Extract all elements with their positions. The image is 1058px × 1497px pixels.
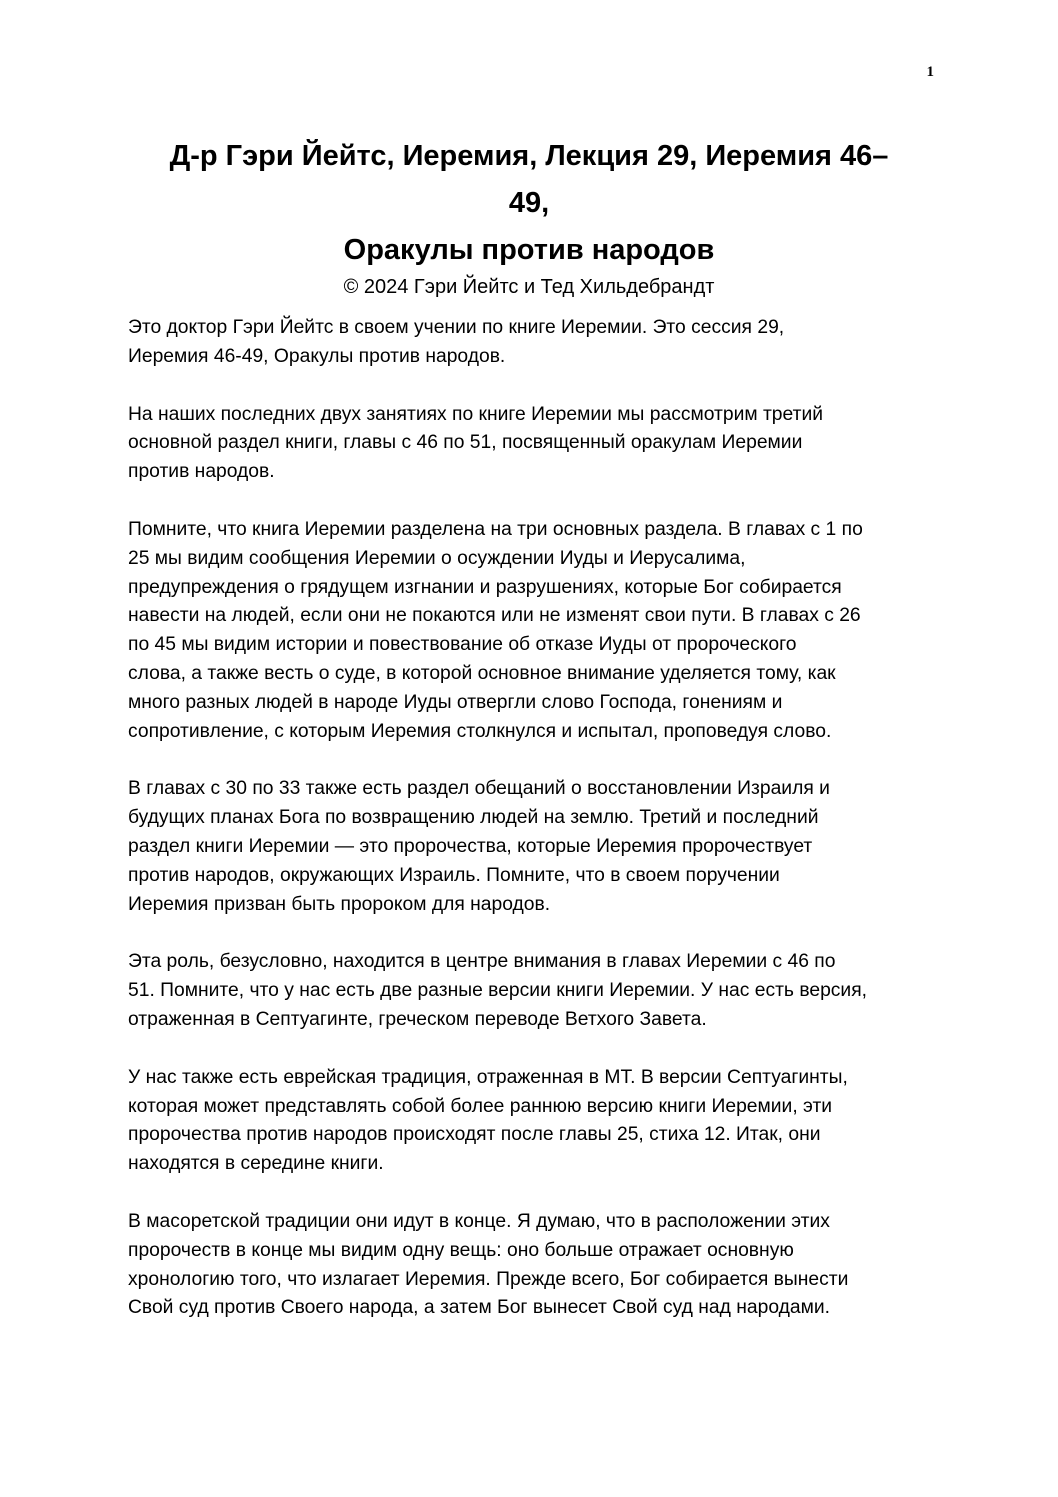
paragraph-line: В главах с 30 по 33 также есть раздел обещаний о восстановлении Израиля и <box>128 778 830 800</box>
paragraph-line: пророчеств в конце мы видим одну вещь: оно больше отражает основную <box>128 1239 794 1261</box>
title-block <box>100 133 958 300</box>
document-title-line-1: Д-р Гэри Йейтс, Иеремия, Лекция 29, Иеремия 46– <box>169 140 889 172</box>
paragraph-line: Эта роль, безусловно, находится в центре внимания в главах Иеремии с 46 по <box>128 951 836 973</box>
paragraph-line: Свой суд против Своего народа, а затем Бог вынесет Свой суд над народами. <box>128 1297 830 1319</box>
paragraph-line: будущих планах Бога по возвращению людей на землю. Третий и последний <box>128 807 819 829</box>
document-title-line-2: 49, <box>508 187 550 219</box>
paragraph-line: На наших последних двух занятиях по книге Иеремии мы рассмотрим третий <box>128 403 823 425</box>
paragraph-line: много разных людей в народе Иуды отвергли слово Господа, гонениям и <box>128 691 783 713</box>
paragraph <box>128 948 948 1034</box>
paragraph <box>128 775 948 919</box>
paragraph-line: предупреждения о грядущем изгнании и разрушениях, которые Бог собирается <box>128 576 842 598</box>
paragraph-line: находятся в середине книги. <box>128 1153 384 1175</box>
paragraph <box>128 1208 948 1323</box>
paragraph-line: навести на людей, если они не покаются или не изменят свои пути. В главах с 26 <box>128 605 861 627</box>
paragraph <box>128 516 948 746</box>
paragraph-line: основной раздел книги, главы с 46 по 51, посвященный оракулам Иеремии <box>128 432 803 454</box>
paragraph-line: отраженная в Септуагинте, греческом переводе Ветхого Завета. <box>128 1008 707 1030</box>
paragraph-line: 51. Помните, что у нас есть две разные версии книги Иеремии. У нас есть версия, <box>128 980 868 1002</box>
paragraph-line: У нас также есть еврейская традиция, отраженная в МТ. В версии Септуагинты, <box>128 1066 848 1088</box>
paragraph-line: Помните, что книга Иеремии разделена на три основных раздела. В главах с 1 по <box>128 518 863 540</box>
paragraph-line: Это доктор Гэри Йейтс в своем учении по книге Иеремии. Это сессия 29, <box>128 317 785 338</box>
paragraph-line: 25 мы видим сообщения Иеремии о осуждении Иуды и Иерусалима, <box>128 547 746 569</box>
paragraph-line: Иеремия призван быть пророком для народов. <box>128 893 551 915</box>
paragraph <box>128 401 948 487</box>
paragraph-line: хронологию того, что излагает Иеремия. Прежде всего, Бог собирается вынести <box>128 1268 849 1290</box>
paragraph-line: против народов. <box>128 461 275 483</box>
body-text <box>128 314 948 1352</box>
paragraph-line: по 45 мы видим истории и повествование об отказе Иуды от пророческого <box>128 634 797 656</box>
paragraph <box>128 1064 948 1179</box>
page-number: 1 <box>926 64 934 80</box>
paragraph-line: сопротивление, с которым Иеремия столкнулся и испытал, проповедуя слово. <box>128 720 832 742</box>
paragraph-line: которая может представлять собой более раннюю версию книги Иеремии, эти <box>128 1095 833 1117</box>
paragraph-line: слова, а также весть о суде, в которой основное внимание уделяется тому, как <box>128 662 836 684</box>
paragraph-line: Иеремия 46-49, Оракулы против народов. <box>128 345 506 367</box>
paragraph <box>128 314 948 372</box>
paragraph-line: В масоретской традиции они идут в конце. Я думаю, что в расположении этих <box>128 1210 830 1232</box>
paragraph-line: пророчества против народов происходят после главы 25, стиха 12. Итак, они <box>128 1124 821 1146</box>
paragraph-line: против народов, окружающих Израиль. Помните, что в своем поручении <box>128 864 780 886</box>
paragraph-line: раздел книги Иеремии — это пророчества, которые Иеремия пророчествует <box>128 835 813 857</box>
copyright-line: © 2024 Гэри Йейтс и Тед Хильдебрандт <box>343 276 715 298</box>
document-subtitle: Оракулы против народов <box>343 234 715 266</box>
